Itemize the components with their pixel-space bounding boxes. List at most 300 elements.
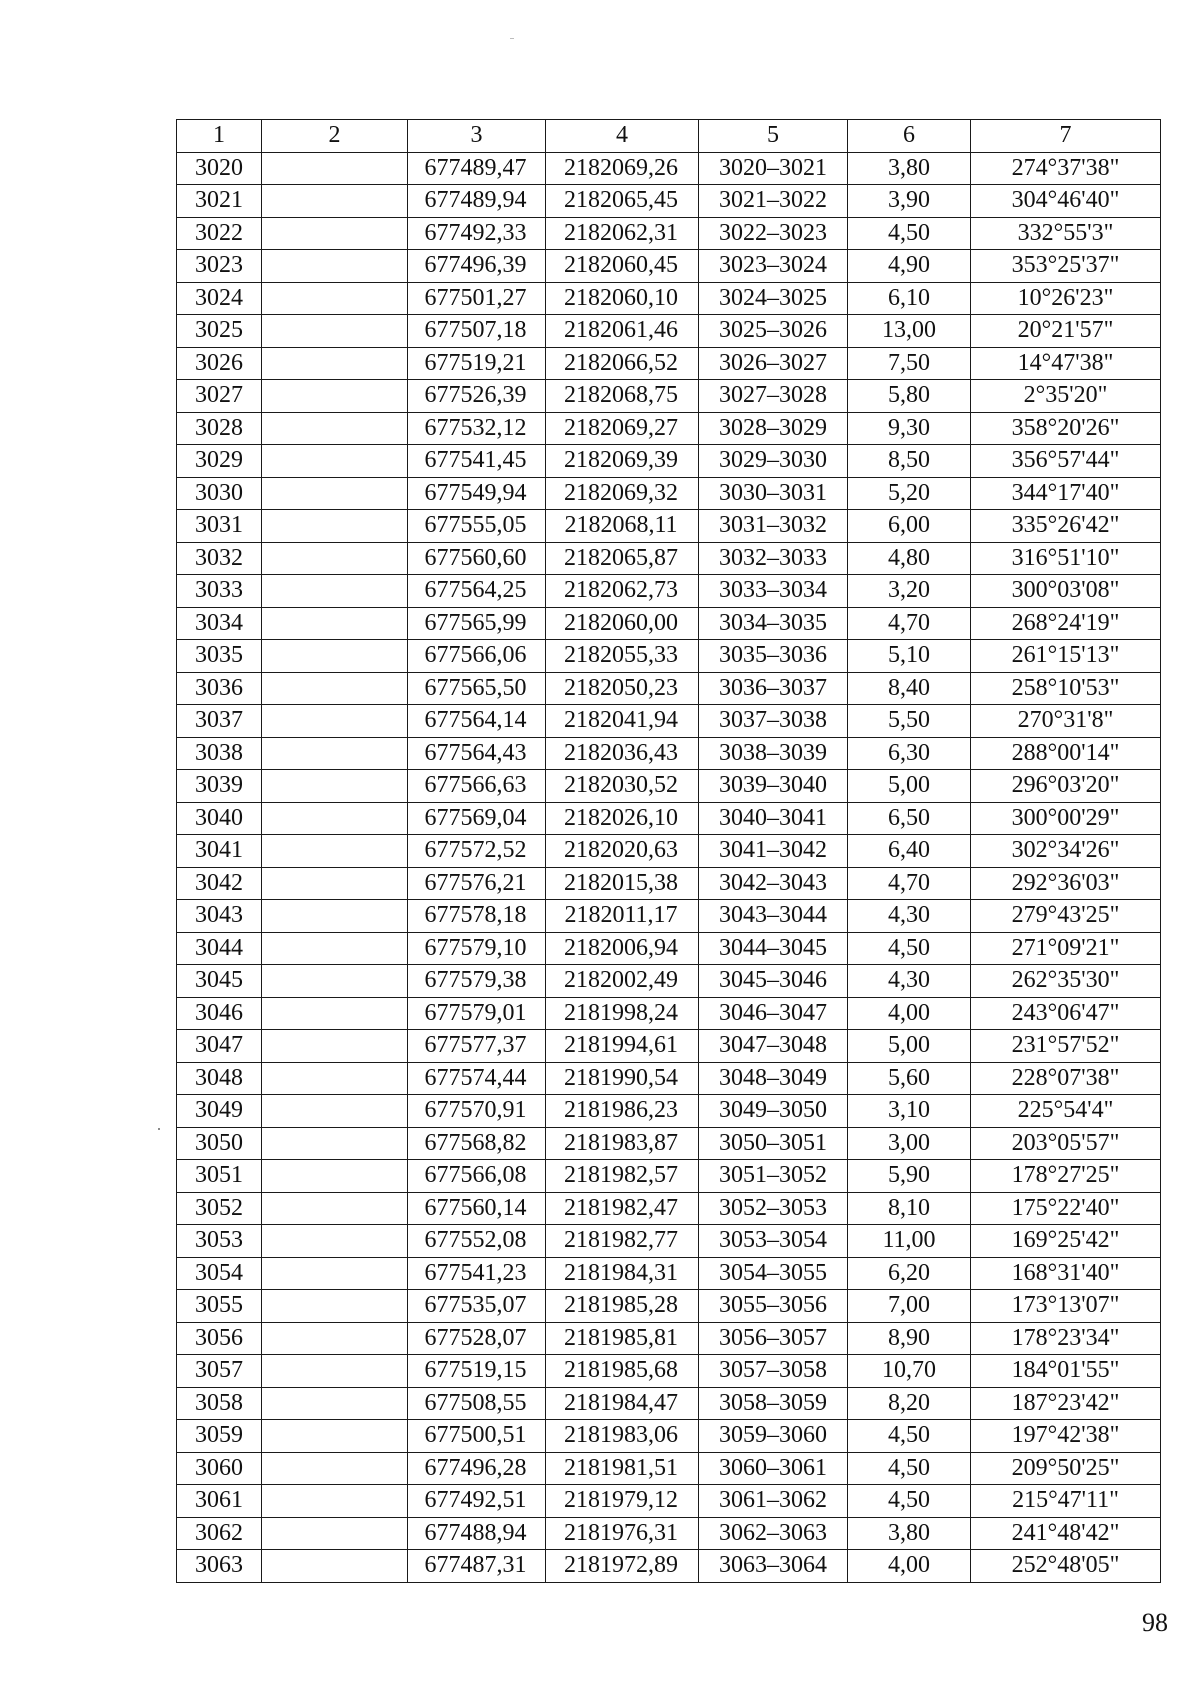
- distance-cell: 4,90: [848, 250, 971, 283]
- table-row: [177, 1030, 1161, 1063]
- empty-cell: [262, 1030, 408, 1063]
- table-row: [177, 510, 1161, 543]
- segment-cell: 3034–3035: [699, 607, 848, 640]
- distance-cell: 6,00: [848, 510, 971, 543]
- table-row: [177, 1290, 1161, 1323]
- column-header: 4: [546, 120, 699, 153]
- table-row: [177, 185, 1161, 218]
- point-number-cell: 3035: [177, 640, 262, 673]
- table-row: [177, 1452, 1161, 1485]
- empty-cell: [262, 1062, 408, 1095]
- distance-cell: 6,10: [848, 282, 971, 315]
- point-number-cell: 3062: [177, 1517, 262, 1550]
- y-coordinate-cell: 2181983,06: [546, 1420, 699, 1453]
- bearing-cell: 300°00'29": [971, 802, 1161, 835]
- empty-cell: [262, 1452, 408, 1485]
- y-coordinate-cell: 2181985,28: [546, 1290, 699, 1323]
- x-coordinate-cell: 677519,15: [408, 1355, 546, 1388]
- y-coordinate-cell: 2182060,00: [546, 607, 699, 640]
- bearing-cell: 173°13'07": [971, 1290, 1161, 1323]
- distance-cell: 3,80: [848, 1517, 971, 1550]
- empty-cell: [262, 1290, 408, 1323]
- table-row: [177, 607, 1161, 640]
- x-coordinate-cell: 677577,37: [408, 1030, 546, 1063]
- distance-cell: 3,20: [848, 575, 971, 608]
- y-coordinate-cell: 2182069,26: [546, 152, 699, 185]
- bearing-cell: 302°34'26": [971, 835, 1161, 868]
- segment-cell: 3060–3061: [699, 1452, 848, 1485]
- table-row: [177, 1192, 1161, 1225]
- bearing-cell: 258°10'53": [971, 672, 1161, 705]
- x-coordinate-cell: 677488,94: [408, 1517, 546, 1550]
- point-number-cell: 3050: [177, 1127, 262, 1160]
- segment-cell: 3044–3045: [699, 932, 848, 965]
- empty-cell: [262, 412, 408, 445]
- distance-cell: 6,40: [848, 835, 971, 868]
- x-coordinate-cell: 677564,43: [408, 737, 546, 770]
- table-row: [177, 477, 1161, 510]
- segment-cell: 3030–3031: [699, 477, 848, 510]
- x-coordinate-cell: 677565,50: [408, 672, 546, 705]
- distance-cell: 3,90: [848, 185, 971, 218]
- point-number-cell: 3053: [177, 1225, 262, 1258]
- bearing-cell: 292°36'03": [971, 867, 1161, 900]
- point-number-cell: 3061: [177, 1485, 262, 1518]
- bearing-cell: 252°48'05": [971, 1550, 1161, 1583]
- table-row: [177, 737, 1161, 770]
- y-coordinate-cell: 2182068,11: [546, 510, 699, 543]
- distance-cell: 6,50: [848, 802, 971, 835]
- distance-cell: 4,30: [848, 900, 971, 933]
- y-coordinate-cell: 2181982,57: [546, 1160, 699, 1193]
- x-coordinate-cell: 677496,28: [408, 1452, 546, 1485]
- distance-cell: 4,80: [848, 542, 971, 575]
- x-coordinate-cell: 677564,14: [408, 705, 546, 738]
- distance-cell: 13,00: [848, 315, 971, 348]
- y-coordinate-cell: 2181985,81: [546, 1322, 699, 1355]
- bearing-cell: 353°25'37": [971, 250, 1161, 283]
- empty-cell: [262, 705, 408, 738]
- empty-cell: [262, 1485, 408, 1518]
- segment-cell: 3056–3057: [699, 1322, 848, 1355]
- y-coordinate-cell: 2182020,63: [546, 835, 699, 868]
- x-coordinate-cell: 677572,52: [408, 835, 546, 868]
- x-coordinate-cell: 677528,07: [408, 1322, 546, 1355]
- empty-cell: [262, 672, 408, 705]
- empty-cell: [262, 1550, 408, 1583]
- segment-cell: 3037–3038: [699, 705, 848, 738]
- bearing-cell: 215°47'11": [971, 1485, 1161, 1518]
- distance-cell: 8,50: [848, 445, 971, 478]
- bearing-cell: 288°00'14": [971, 737, 1161, 770]
- empty-cell: [262, 510, 408, 543]
- y-coordinate-cell: 2182026,10: [546, 802, 699, 835]
- y-coordinate-cell: 2182069,27: [546, 412, 699, 445]
- empty-cell: [262, 1387, 408, 1420]
- table-row: [177, 1225, 1161, 1258]
- x-coordinate-cell: 677566,06: [408, 640, 546, 673]
- table-row: [177, 705, 1161, 738]
- x-coordinate-cell: 677569,04: [408, 802, 546, 835]
- x-coordinate-cell: 677541,45: [408, 445, 546, 478]
- bearing-cell: 178°27'25": [971, 1160, 1161, 1193]
- distance-cell: 8,10: [848, 1192, 971, 1225]
- x-coordinate-cell: 677579,01: [408, 997, 546, 1030]
- distance-cell: 5,60: [848, 1062, 971, 1095]
- segment-cell: 3028–3029: [699, 412, 848, 445]
- table-row: [177, 152, 1161, 185]
- distance-cell: 6,20: [848, 1257, 971, 1290]
- table-row: [177, 1160, 1161, 1193]
- y-coordinate-cell: 2181982,77: [546, 1225, 699, 1258]
- empty-cell: [262, 1192, 408, 1225]
- point-number-cell: 3042: [177, 867, 262, 900]
- segment-cell: 3062–3063: [699, 1517, 848, 1550]
- distance-cell: 4,70: [848, 607, 971, 640]
- x-coordinate-cell: 677578,18: [408, 900, 546, 933]
- x-coordinate-cell: 677501,27: [408, 282, 546, 315]
- x-coordinate-cell: 677555,05: [408, 510, 546, 543]
- bearing-cell: 300°03'08": [971, 575, 1161, 608]
- table-header-row: [177, 120, 1161, 153]
- bearing-cell: 175°22'40": [971, 1192, 1161, 1225]
- bearing-cell: 241°48'42": [971, 1517, 1161, 1550]
- x-coordinate-cell: 677496,39: [408, 250, 546, 283]
- segment-cell: 3033–3034: [699, 575, 848, 608]
- bearing-cell: 243°06'47": [971, 997, 1161, 1030]
- distance-cell: 5,00: [848, 770, 971, 803]
- point-number-cell: 3022: [177, 217, 262, 250]
- table-row: [177, 445, 1161, 478]
- segment-cell: 3063–3064: [699, 1550, 848, 1583]
- table-row: [177, 575, 1161, 608]
- point-number-cell: 3051: [177, 1160, 262, 1193]
- point-number-cell: 3023: [177, 250, 262, 283]
- x-coordinate-cell: 677507,18: [408, 315, 546, 348]
- table-row: [177, 835, 1161, 868]
- x-coordinate-cell: 677532,12: [408, 412, 546, 445]
- x-coordinate-cell: 677549,94: [408, 477, 546, 510]
- x-coordinate-cell: 677579,10: [408, 932, 546, 965]
- point-number-cell: 3020: [177, 152, 262, 185]
- point-number-cell: 3037: [177, 705, 262, 738]
- distance-cell: 4,70: [848, 867, 971, 900]
- x-coordinate-cell: 677489,94: [408, 185, 546, 218]
- distance-cell: 10,70: [848, 1355, 971, 1388]
- empty-cell: [262, 1160, 408, 1193]
- bearing-cell: 10°26'23": [971, 282, 1161, 315]
- empty-cell: [262, 900, 408, 933]
- point-number-cell: 3027: [177, 380, 262, 413]
- distance-cell: 3,80: [848, 152, 971, 185]
- table-row: [177, 1355, 1161, 1388]
- point-number-cell: 3038: [177, 737, 262, 770]
- point-number-cell: 3057: [177, 1355, 262, 1388]
- y-coordinate-cell: 2182002,49: [546, 965, 699, 998]
- segment-cell: 3038–3039: [699, 737, 848, 770]
- point-number-cell: 3044: [177, 932, 262, 965]
- distance-cell: 11,00: [848, 1225, 971, 1258]
- segment-cell: 3025–3026: [699, 315, 848, 348]
- table-row: [177, 1517, 1161, 1550]
- segment-cell: 3043–3044: [699, 900, 848, 933]
- bearing-cell: 344°17'40": [971, 477, 1161, 510]
- distance-cell: 8,40: [848, 672, 971, 705]
- distance-cell: 4,30: [848, 965, 971, 998]
- distance-cell: 4,50: [848, 1420, 971, 1453]
- segment-cell: 3040–3041: [699, 802, 848, 835]
- table-row: [177, 1550, 1161, 1583]
- point-number-cell: 3055: [177, 1290, 262, 1323]
- segment-cell: 3031–3032: [699, 510, 848, 543]
- point-number-cell: 3025: [177, 315, 262, 348]
- table-row: [177, 412, 1161, 445]
- y-coordinate-cell: 2182041,94: [546, 705, 699, 738]
- bearing-cell: 203°05'57": [971, 1127, 1161, 1160]
- y-coordinate-cell: 2182060,10: [546, 282, 699, 315]
- point-number-cell: 3041: [177, 835, 262, 868]
- y-coordinate-cell: 2182065,45: [546, 185, 699, 218]
- bearing-cell: 274°37'38": [971, 152, 1161, 185]
- point-number-cell: 3036: [177, 672, 262, 705]
- y-coordinate-cell: 2181982,47: [546, 1192, 699, 1225]
- table-row: [177, 900, 1161, 933]
- y-coordinate-cell: 2182066,52: [546, 347, 699, 380]
- point-number-cell: 3026: [177, 347, 262, 380]
- empty-cell: [262, 380, 408, 413]
- segment-cell: 3061–3062: [699, 1485, 848, 1518]
- bearing-cell: 335°26'42": [971, 510, 1161, 543]
- empty-cell: [262, 802, 408, 835]
- segment-cell: 3024–3025: [699, 282, 848, 315]
- y-coordinate-cell: 2182062,31: [546, 217, 699, 250]
- x-coordinate-cell: 677566,08: [408, 1160, 546, 1193]
- table-row: [177, 867, 1161, 900]
- y-coordinate-cell: 2181972,89: [546, 1550, 699, 1583]
- bearing-cell: 296°03'20": [971, 770, 1161, 803]
- distance-cell: 7,00: [848, 1290, 971, 1323]
- point-number-cell: 3045: [177, 965, 262, 998]
- y-coordinate-cell: 2182011,17: [546, 900, 699, 933]
- distance-cell: 8,20: [848, 1387, 971, 1420]
- point-number-cell: 3033: [177, 575, 262, 608]
- empty-cell: [262, 1420, 408, 1453]
- segment-cell: 3054–3055: [699, 1257, 848, 1290]
- x-coordinate-cell: 677492,33: [408, 217, 546, 250]
- table-row: [177, 965, 1161, 998]
- segment-cell: 3048–3049: [699, 1062, 848, 1095]
- table-row: [177, 770, 1161, 803]
- distance-cell: 3,00: [848, 1127, 971, 1160]
- y-coordinate-cell: 2181986,23: [546, 1095, 699, 1128]
- y-coordinate-cell: 2182060,45: [546, 250, 699, 283]
- distance-cell: 4,50: [848, 932, 971, 965]
- point-number-cell: 3058: [177, 1387, 262, 1420]
- y-coordinate-cell: 2182055,33: [546, 640, 699, 673]
- empty-cell: [262, 770, 408, 803]
- x-coordinate-cell: 677500,51: [408, 1420, 546, 1453]
- empty-cell: [262, 640, 408, 673]
- segment-cell: 3023–3024: [699, 250, 848, 283]
- point-number-cell: 3048: [177, 1062, 262, 1095]
- x-coordinate-cell: 677570,91: [408, 1095, 546, 1128]
- y-coordinate-cell: 2182068,75: [546, 380, 699, 413]
- point-number-cell: 3029: [177, 445, 262, 478]
- table-row: [177, 672, 1161, 705]
- segment-cell: 3042–3043: [699, 867, 848, 900]
- x-coordinate-cell: 677568,82: [408, 1127, 546, 1160]
- segment-cell: 3050–3051: [699, 1127, 848, 1160]
- table-row: [177, 997, 1161, 1030]
- y-coordinate-cell: 2182069,39: [546, 445, 699, 478]
- bearing-cell: 169°25'42": [971, 1225, 1161, 1258]
- x-coordinate-cell: 677566,63: [408, 770, 546, 803]
- point-number-cell: 3043: [177, 900, 262, 933]
- segment-cell: 3029–3030: [699, 445, 848, 478]
- empty-cell: [262, 315, 408, 348]
- y-coordinate-cell: 2182006,94: [546, 932, 699, 965]
- table-row: [177, 282, 1161, 315]
- bearing-cell: 225°54'4": [971, 1095, 1161, 1128]
- table-row: [177, 347, 1161, 380]
- column-header: 7: [971, 120, 1161, 153]
- bearing-cell: 356°57'44": [971, 445, 1161, 478]
- segment-cell: 3051–3052: [699, 1160, 848, 1193]
- point-number-cell: 3059: [177, 1420, 262, 1453]
- column-header: 6: [848, 120, 971, 153]
- point-number-cell: 3030: [177, 477, 262, 510]
- segment-cell: 3039–3040: [699, 770, 848, 803]
- table-row: [177, 542, 1161, 575]
- distance-cell: 7,50: [848, 347, 971, 380]
- point-number-cell: 3060: [177, 1452, 262, 1485]
- distance-cell: 5,90: [848, 1160, 971, 1193]
- y-coordinate-cell: 2182015,38: [546, 867, 699, 900]
- point-number-cell: 3021: [177, 185, 262, 218]
- table-row: [177, 315, 1161, 348]
- table-row: [177, 1127, 1161, 1160]
- bearing-cell: 168°31'40": [971, 1257, 1161, 1290]
- empty-cell: [262, 1127, 408, 1160]
- bearing-cell: 228°07'38": [971, 1062, 1161, 1095]
- bearing-cell: 197°42'38": [971, 1420, 1161, 1453]
- y-coordinate-cell: 2182030,52: [546, 770, 699, 803]
- segment-cell: 3059–3060: [699, 1420, 848, 1453]
- empty-cell: [262, 282, 408, 315]
- bearing-cell: 187°23'42": [971, 1387, 1161, 1420]
- scan-speck: [158, 1128, 160, 1130]
- empty-cell: [262, 152, 408, 185]
- y-coordinate-cell: 2182069,32: [546, 477, 699, 510]
- x-coordinate-cell: 677526,39: [408, 380, 546, 413]
- point-number-cell: 3054: [177, 1257, 262, 1290]
- segment-cell: 3058–3059: [699, 1387, 848, 1420]
- bearing-cell: 20°21'57": [971, 315, 1161, 348]
- x-coordinate-cell: 677508,55: [408, 1387, 546, 1420]
- empty-cell: [262, 1322, 408, 1355]
- point-number-cell: 3028: [177, 412, 262, 445]
- column-header: 2: [262, 120, 408, 153]
- table-row: [177, 1257, 1161, 1290]
- x-coordinate-cell: 677487,31: [408, 1550, 546, 1583]
- point-number-cell: 3063: [177, 1550, 262, 1583]
- x-coordinate-cell: 677519,21: [408, 347, 546, 380]
- distance-cell: 4,50: [848, 1485, 971, 1518]
- segment-cell: 3046–3047: [699, 997, 848, 1030]
- column-header: 3: [408, 120, 546, 153]
- empty-cell: [262, 997, 408, 1030]
- y-coordinate-cell: 2182036,43: [546, 737, 699, 770]
- empty-cell: [262, 737, 408, 770]
- segment-cell: 3027–3028: [699, 380, 848, 413]
- x-coordinate-cell: 677492,51: [408, 1485, 546, 1518]
- x-coordinate-cell: 677552,08: [408, 1225, 546, 1258]
- empty-cell: [262, 575, 408, 608]
- y-coordinate-cell: 2181984,47: [546, 1387, 699, 1420]
- table-row: [177, 380, 1161, 413]
- segment-cell: 3053–3054: [699, 1225, 848, 1258]
- y-coordinate-cell: 2181976,31: [546, 1517, 699, 1550]
- point-number-cell: 3024: [177, 282, 262, 315]
- x-coordinate-cell: 677564,25: [408, 575, 546, 608]
- bearing-cell: 316°51'10": [971, 542, 1161, 575]
- segment-cell: 3041–3042: [699, 835, 848, 868]
- bearing-cell: 262°35'30": [971, 965, 1161, 998]
- distance-cell: 5,50: [848, 705, 971, 738]
- segment-cell: 3021–3022: [699, 185, 848, 218]
- empty-cell: [262, 835, 408, 868]
- distance-cell: 3,10: [848, 1095, 971, 1128]
- bearing-cell: 268°24'19": [971, 607, 1161, 640]
- table-row: [177, 217, 1161, 250]
- x-coordinate-cell: 677576,21: [408, 867, 546, 900]
- segment-cell: 3052–3053: [699, 1192, 848, 1225]
- bearing-cell: 14°47'38": [971, 347, 1161, 380]
- empty-cell: [262, 932, 408, 965]
- segment-cell: 3055–3056: [699, 1290, 848, 1323]
- page-number: 98: [1142, 1608, 1168, 1637]
- bearing-cell: 304°46'40": [971, 185, 1161, 218]
- point-number-cell: 3039: [177, 770, 262, 803]
- bearing-cell: 231°57'52": [971, 1030, 1161, 1063]
- column-header: 1: [177, 120, 262, 153]
- segment-cell: 3057–3058: [699, 1355, 848, 1388]
- distance-cell: 4,50: [848, 217, 971, 250]
- distance-cell: 5,00: [848, 1030, 971, 1063]
- point-number-cell: 3032: [177, 542, 262, 575]
- y-coordinate-cell: 2182065,87: [546, 542, 699, 575]
- table-row: [177, 1062, 1161, 1095]
- y-coordinate-cell: 2181985,68: [546, 1355, 699, 1388]
- point-number-cell: 3052: [177, 1192, 262, 1225]
- coordinates-table-body: [177, 120, 1161, 1583]
- bearing-cell: 332°55'3": [971, 217, 1161, 250]
- y-coordinate-cell: 2181998,24: [546, 997, 699, 1030]
- point-number-cell: 3040: [177, 802, 262, 835]
- distance-cell: 5,10: [848, 640, 971, 673]
- empty-cell: [262, 185, 408, 218]
- bearing-cell: 279°43'25": [971, 900, 1161, 933]
- empty-cell: [262, 445, 408, 478]
- table-row: [177, 1095, 1161, 1128]
- distance-cell: 4,00: [848, 997, 971, 1030]
- table-row: [177, 1420, 1161, 1453]
- bearing-cell: 178°23'34": [971, 1322, 1161, 1355]
- coordinates-table: [176, 119, 1161, 1583]
- empty-cell: [262, 347, 408, 380]
- y-coordinate-cell: 2181981,51: [546, 1452, 699, 1485]
- bearing-cell: 358°20'26": [971, 412, 1161, 445]
